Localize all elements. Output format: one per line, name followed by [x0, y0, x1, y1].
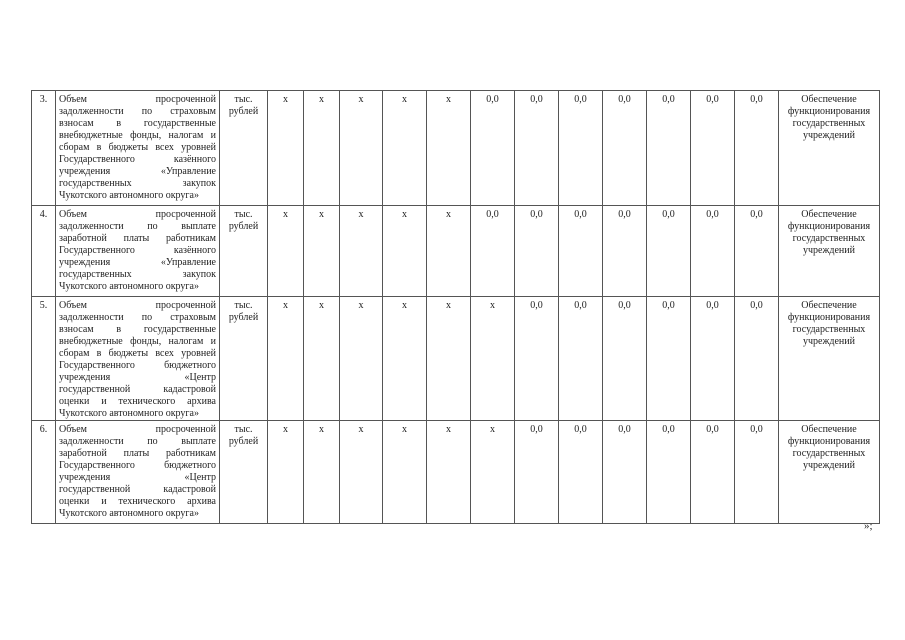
- value-cell: х: [471, 421, 515, 524]
- value-cell: 0,0: [647, 206, 691, 297]
- value-cell: 0,0: [647, 91, 691, 206]
- value-cell: 0,0: [691, 297, 735, 421]
- value-cell: х: [340, 206, 383, 297]
- purpose-cell: Обеспечение функционирования государственных учреждений: [779, 297, 880, 421]
- value-cell: х: [268, 206, 304, 297]
- value-cell: 0,0: [735, 297, 779, 421]
- value-cell: х: [268, 91, 304, 206]
- unit-cell: тыс. рублей: [220, 297, 268, 421]
- value-cell: х: [427, 297, 471, 421]
- closing-quote-mark: »;: [864, 520, 873, 532]
- indicator-name-cell: Объем просроченной задолженности по страховым взносам в государственные внебюджетные фонды, налогам и сборам в бюджеты всех уровней Государственного бюджетного учреждения «Центр государственной кадастровой оценки и технического архива Чукотского автономного округа»: [56, 297, 220, 421]
- value-cell: х: [383, 91, 427, 206]
- table-row: [32, 297, 880, 421]
- value-cell: х: [471, 297, 515, 421]
- value-cell: 0,0: [603, 297, 647, 421]
- value-cell: 0,0: [735, 206, 779, 297]
- value-cell: 0,0: [515, 421, 559, 524]
- row-number-cell: 6.: [32, 421, 56, 524]
- value-cell: 0,0: [559, 91, 603, 206]
- purpose-cell: Обеспечение функционирования государственных учреждений: [779, 206, 880, 297]
- value-cell: 0,0: [735, 91, 779, 206]
- value-cell: 0,0: [471, 206, 515, 297]
- value-cell: х: [340, 421, 383, 524]
- value-cell: х: [427, 421, 471, 524]
- value-cell: 0,0: [515, 297, 559, 421]
- value-cell: х: [383, 206, 427, 297]
- value-cell: 0,0: [647, 421, 691, 524]
- unit-cell: тыс. рублей: [220, 421, 268, 524]
- value-cell: х: [383, 297, 427, 421]
- value-cell: 0,0: [603, 206, 647, 297]
- value-cell: х: [268, 421, 304, 524]
- table-row: [32, 206, 880, 297]
- value-cell: х: [427, 91, 471, 206]
- value-cell: х: [268, 297, 304, 421]
- indicator-name-cell: Объем просроченной задолженности по выплате заработной платы работникам Государственного бюджетного учреждения «Центр государственной кадастровой оценки и технического архива Чукотского автономного округа»: [56, 421, 220, 524]
- indicator-name-cell: Объем просроченной задолженности по выплате заработной платы работникам Государственного казённого учреждения «Управление государственных закупок Чукотского автономного округа»: [56, 206, 220, 297]
- value-cell: х: [427, 206, 471, 297]
- value-cell: 0,0: [559, 421, 603, 524]
- value-cell: 0,0: [691, 206, 735, 297]
- value-cell: 0,0: [603, 421, 647, 524]
- value-cell: 0,0: [515, 206, 559, 297]
- value-cell: 0,0: [559, 297, 603, 421]
- row-number-cell: 3.: [32, 91, 56, 206]
- value-cell: 0,0: [471, 91, 515, 206]
- value-cell: х: [304, 91, 340, 206]
- value-cell: х: [304, 206, 340, 297]
- value-cell: х: [304, 297, 340, 421]
- value-cell: 0,0: [603, 91, 647, 206]
- value-cell: х: [340, 297, 383, 421]
- unit-cell: тыс. рублей: [220, 206, 268, 297]
- value-cell: 0,0: [559, 206, 603, 297]
- table-row: [32, 421, 880, 524]
- value-cell: х: [383, 421, 427, 524]
- value-cell: 0,0: [691, 91, 735, 206]
- value-cell: 0,0: [691, 421, 735, 524]
- table-row: [32, 91, 880, 206]
- value-cell: 0,0: [647, 297, 691, 421]
- unit-cell: тыс. рублей: [220, 91, 268, 206]
- row-number-cell: 5.: [32, 297, 56, 421]
- value-cell: х: [304, 421, 340, 524]
- purpose-cell: Обеспечение функционирования государственных учреждений: [779, 421, 880, 524]
- purpose-cell: Обеспечение функционирования государственных учреждений: [779, 91, 880, 206]
- indicator-name-cell: Объем просроченной задолженности по страховым взносам в государственные внебюджетные фонды, налогам и сборам в бюджеты всех уровней Государственного казённого учреждения «Управление государственных закупок Чукотского автономного округа»: [56, 91, 220, 206]
- value-cell: 0,0: [735, 421, 779, 524]
- value-cell: 0,0: [515, 91, 559, 206]
- value-cell: х: [340, 91, 383, 206]
- indicators-table: [31, 90, 880, 524]
- row-number-cell: 4.: [32, 206, 56, 297]
